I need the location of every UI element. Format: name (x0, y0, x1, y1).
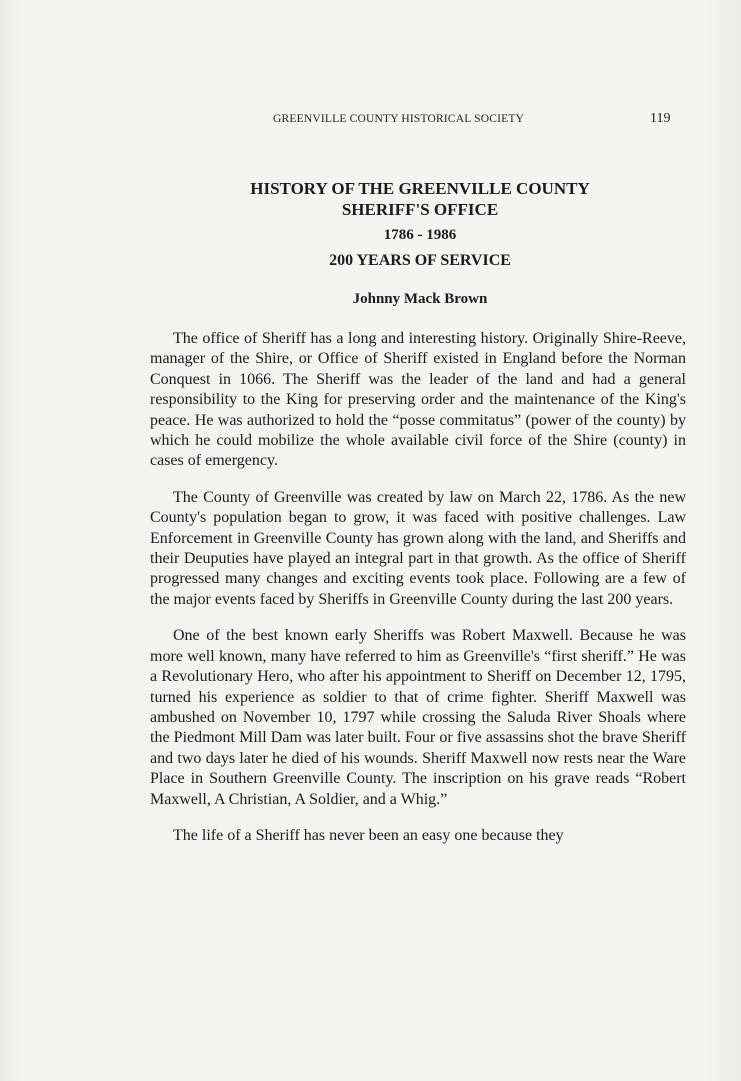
article-title-line-1: HISTORY OF THE GREENVILLE COUNTY (250, 179, 590, 198)
page-number: 119 (650, 111, 671, 126)
article-title-block (150, 178, 690, 271)
body-paragraph-3: One of the best known early Sheriffs was Robert Maxwell. Because he was more well known, many have referred to him as Greenville's “first sheriff.” He was a Revolutionary Hero, who after his appointment to Sheriff on December 12, 1795, turned his experience as soldier to that of crime fighter. Sheriff Maxwell was ambushed on November 10, 1797 while crossing the Saluda River Shoals where the Piedmont Mill Dam was later built. Four or five assassins shot the brave Sheriff and two days later he died of his wounds. Sheriff Maxwell now rests near the Ware Place in Southern Greenville County. The inscription on his grave reads “Robert Maxwell, A Christian, A Soldier, and a Whig.” (150, 627, 686, 808)
article-title-line-2: SHERIFF'S OFFICE (341, 200, 499, 219)
article-author: Johnny Mack Brown (352, 291, 488, 307)
running-head: GREENVILLE COUNTY HISTORICAL SOCIETY (273, 113, 525, 125)
body-paragraph-4: The life of a Sheriff has never been an easy one because they (173, 826, 564, 844)
body-paragraph-2: The County of Greenville was created by law on March 22, 1786. As the new County's population began to grow, it was faced with positive challenges. Law Enforcement in Greenville County has grown along with the land, and Sheriffs and their Deuputies have played an integral part in that growth. As the office of Sheriff progressed many changes and exciting events took place. Following are a few of the major events faced by Sheriffs in Greenville County during the last 200 years. (150, 488, 686, 608)
article-body (150, 329, 686, 846)
article-years: 1786 - 1986 (383, 227, 457, 243)
article-subtitle: 200 YEARS OF SERVICE (329, 252, 511, 269)
body-paragraph-1: The office of Sheriff has a long and interesting history. Originally Shire-Reeve, manager of the Shire, or Office of Sheriff existed in England before the Norman Conquest in 1066. The Sheriff was the leader of the land and had a general responsibility to the King for preserving order and the maintenance of the King's peace. He was authorized to hold the “posse commitatus” (power of the county) by which he could mobilize the whole available civil force of the Shire (county) in cases of emergency. (150, 330, 686, 470)
